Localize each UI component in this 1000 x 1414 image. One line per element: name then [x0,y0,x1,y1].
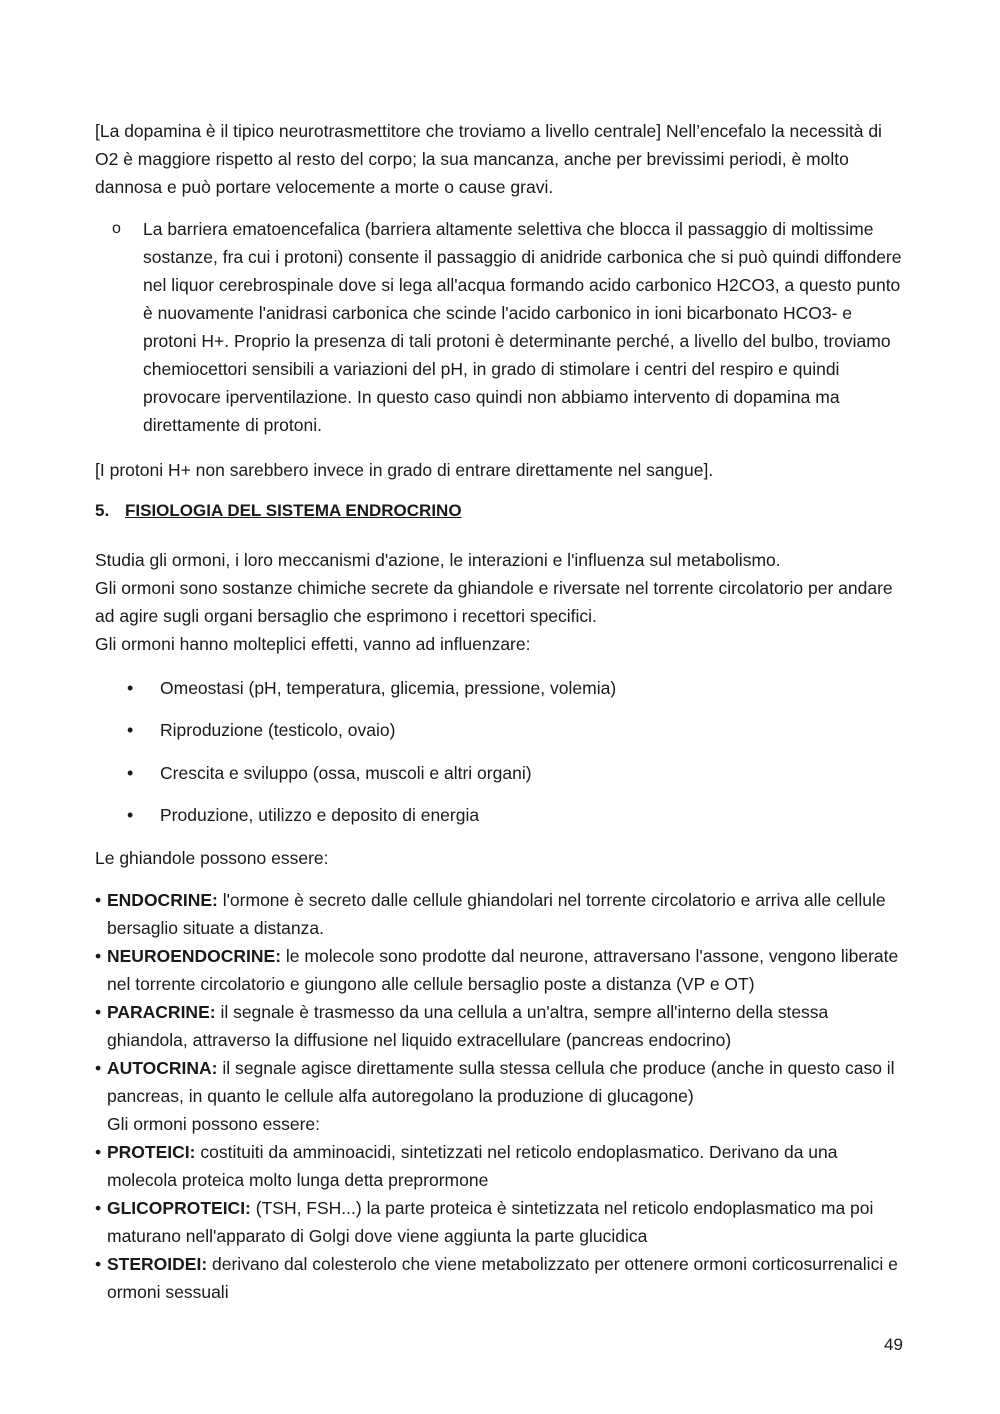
term-text: il segnale è trasmesso da una cellula a un'altra, sempre all'interno della stessa ghiandola, attraverso la diffusione nel liquido extracellulare (pancreas endocrino) [107,1002,829,1050]
term-text: l'ormone è secreto dalle cellule ghiandolari nel torrente circolatorio e arriva alle cellule bersaglio situate a distanza. [107,890,886,938]
term-label: NEUROENDOCRINE: [107,946,282,966]
term-label: PROTEICI: [107,1142,196,1162]
bullet-icon: • [127,804,134,825]
intro-line: Studia gli ormoni, i loro meccanismi d'azione, le interazioni e l'influenza sul metabolismo. [95,550,781,570]
bullet-icon: • [95,946,102,966]
types-list [95,886,910,1306]
list-item [95,886,910,942]
term-text: le molecole sono prodotte dal neurone, attraversano l'assone, vengono liberate nel torrente circolatorio e giungono alle cellule bersaglio poste a distanza (VP e OT) [107,946,899,994]
term-text: costituiti da amminoacidi, sintetizzati nel reticolo endoplasmatico. Derivano da una molecola proteica molto lunga detta preprormone [107,1142,838,1190]
bullet-icon: • [95,1002,102,1022]
term-label: PARACRINE: [107,1002,216,1022]
intro-paragraph: [La dopamina è il tipico neurotrasmettitore che troviamo a livello centrale] Nell’encefalo la necessità di O2 è maggiore rispetto al resto del corpo; la sua mancanza, anche per brevissimi periodi, è molto dannosa e può portare velocemente a morte o cause gravi. [95,121,882,197]
term-label: AUTOCRINA: [107,1058,218,1078]
term-label: GLICOPROTEICI: [107,1198,251,1218]
protons-note: [I protoni H+ non sarebbero invece in grado di entrare direttamente nel sangue]. [95,460,714,480]
hormones-intro: Gli ormoni possono essere: [107,1114,321,1134]
list-item [95,1194,910,1250]
list-item [95,801,910,843]
section-number: 5. [95,501,110,520]
bullet-icon: • [127,762,134,783]
sub-bullet-text: La barriera ematoencefalica (barriera altamente selettiva che blocca il passaggio di moltissime sostanze, fra cui i protoni) consente il passaggio di anidride carbonica che si può quindi diffondere nel liquor cerebrospinale dove si lega all'acqua formando acido carbonico H2CO3, a questo punto è nuovamente l'anidrasi carbonica che scinde l'acido carbonico in ioni bicarbonato HCO3- e protoni H+. Proprio la presenza di tali protoni è determinante perché, a livello del bulbo, troviamo chemiocettori sensibili a variazioni del pH, in grado di stimolare i centri del respiro e quindi provocare iperventilazione. In questo caso quindi non abbiamo intervento di dopamina ma direttamente di protoni. [143,219,902,435]
list-item-text: Omeostasi (pH, temperatura, glicemia, pressione, volemia) [160,678,617,698]
page-number: 49 [884,1335,903,1354]
glands-intro: Le ghiandole possono essere: [95,848,329,868]
section-intro [95,546,910,658]
intro-line: Gli ormoni sono sostanze chimiche secrete da ghiandole e riversate nel torrente circolatorio per andare ad agire sugli organi bersaglio che esprimono i recettori specifici. [95,578,893,626]
list-item-text: Produzione, utilizzo e deposito di energia [160,804,480,825]
bullet-icon: • [127,678,134,698]
list-item-text: Riproduzione (testicolo, ovaio) [160,720,396,741]
section-title: FISIOLOGIA DEL SISTEMA ENDROCRINO [125,501,462,520]
list-item [95,1138,910,1194]
list-item [95,674,910,716]
list-item [95,1250,910,1306]
bullet-icon: • [95,890,102,910]
intro-line: Gli ormoni hanno molteplici effetti, vanno ad influenzare: [95,634,531,654]
term-label: ENDOCRINE: [107,890,218,910]
bullet-icon: • [95,1142,102,1162]
list-item-text: Crescita e sviluppo (ossa, muscoli e altri organi) [160,762,532,783]
list-item [95,998,910,1054]
term-text: derivano dal colesterolo che viene metabolizzato per ottenere ormoni corticosurrenalici e ormoni sessuali [107,1254,898,1302]
term-text: (TSH, FSH...) la parte proteica è sintetizzata nel reticolo endoplasmatico ma poi maturano nell'apparato di Golgi dove viene aggiunta la parte glucidica [107,1198,874,1246]
term-text: il segnale agisce direttamente sulla stessa cellula che produce (anche in questo caso il pancreas, in quanto le cellule alfa autoregolano la produzione di glucagone) [107,1058,895,1106]
section-heading [95,497,462,525]
list-item [95,1054,910,1110]
effects-list [95,674,910,843]
term-label: STEROIDEI: [107,1254,208,1274]
bullet-icon: • [127,720,134,741]
bullet-icon: • [95,1198,102,1218]
bullet-icon: • [95,1254,102,1274]
list-item [95,759,910,801]
hollow-bullet-icon: o [112,220,121,237]
bullet-icon: • [95,1058,102,1078]
list-item [95,716,910,758]
list-item [95,942,910,998]
